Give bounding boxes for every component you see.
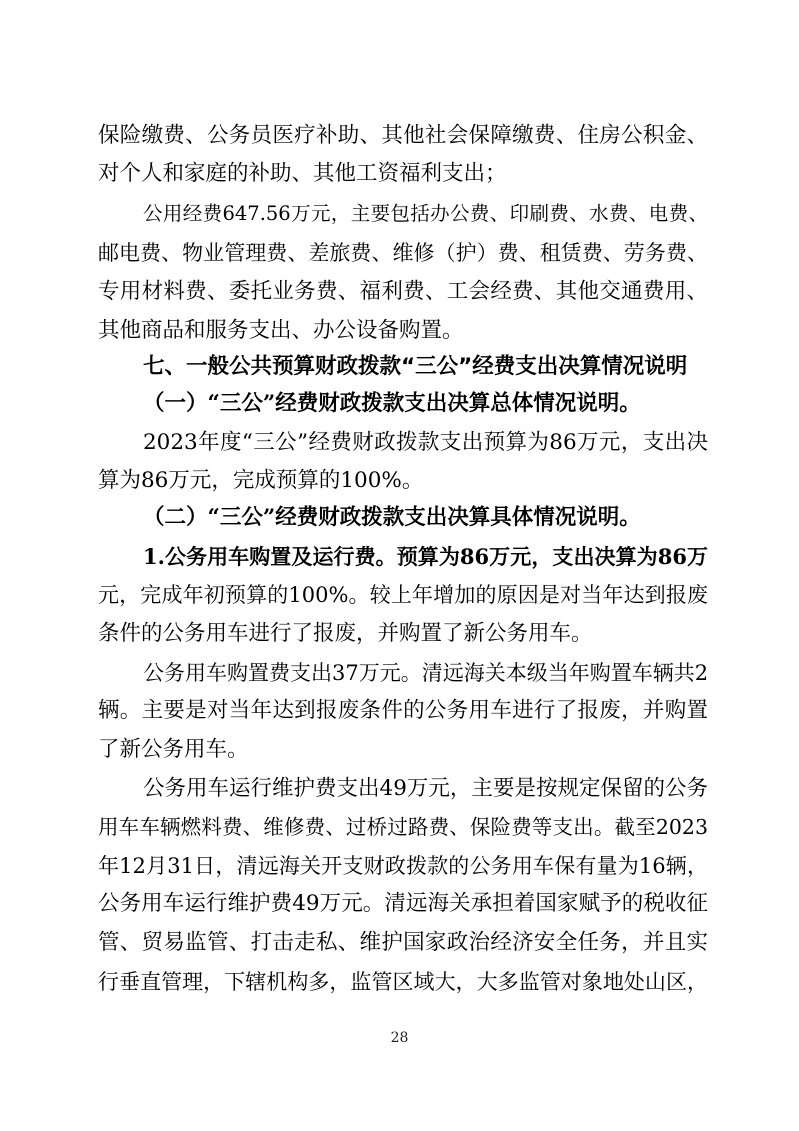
subsection-heading: （二）“三公”经费财政拨款支出决算具体情况说明。 — [143, 505, 641, 530]
body-text-line: 用车车辆燃料费、维修费、过桥过路费、保险费等支出。截至2023 — [98, 815, 708, 839]
body-text-line: 管、贸易监管、打击走私、维护国家政治经济安全任务，并且实 — [98, 930, 708, 955]
body-text-line: 辆。主要是对当年达到报废条件的公务用车进行了报废，并购置 — [98, 698, 708, 723]
body-text-line: 了新公务用车。 — [98, 737, 249, 762]
body-text-line: 邮电费、物业管理费、差旅费、维修（护）费、租赁费、劳务费、 — [98, 241, 708, 265]
body-text-line: 公务用车运行维护费49万元。清远海关承担着国家赋予的税收征 — [98, 891, 708, 916]
body-text-line: 公用经费647.56万元，主要包括办公费、印刷费、水费、电费、 — [143, 202, 708, 225]
body-text-line: 专用材料费、委托业务费、福利费、工会经费、其他交通费用、 — [98, 279, 708, 304]
body-text-line: 公务用车运行维护费支出49万元，主要是按规定保留的公务 — [143, 776, 708, 801]
body-text-line: 公务用车购置费支出37万元。清远海关本级当年购置车辆共2 — [143, 661, 709, 685]
body-text-line: 2023年度“三公”经费财政拨款支出预算为86万元，支出决 — [143, 430, 708, 455]
body-text-line: 算为86万元，完成预算的100%。 — [98, 468, 424, 493]
body-text-line: 保险缴费、公务员医疗补助、其他社会保障缴费、住房公积金、 — [98, 123, 708, 148]
body-text-line: 其他商品和服务支出、办公设备购置。 — [98, 318, 464, 343]
body-text-line: 对个人和家庭的补助、其他工资福利支出； — [98, 161, 507, 186]
body-text-line: 1.公务用车购置及运行费。预算为86万元，支出决算为86万 — [143, 544, 708, 569]
subsection-heading: （一）“三公”经费财政拨款支出决算总体情况说明。 — [143, 391, 641, 416]
page-number: 28 — [390, 1030, 409, 1046]
body-text-line: 元，完成年初预算的100%。较上年增加的原因是对当年达到报废 — [98, 583, 708, 607]
body-text-line: 年12月31日，清远海关开支财政拨款的公务用车保有量为16辆， — [98, 854, 708, 878]
section-heading: 七、一般公共预算财政拨款“三公”经费支出决算情况说明 — [143, 354, 688, 379]
body-text-line: 行垂直管理，下辖机构多，监管区域大，大多监管对象地处山区， — [98, 970, 708, 994]
body-text-line: 条件的公务用车进行了报废，并购置了新公务用车。 — [98, 621, 593, 646]
